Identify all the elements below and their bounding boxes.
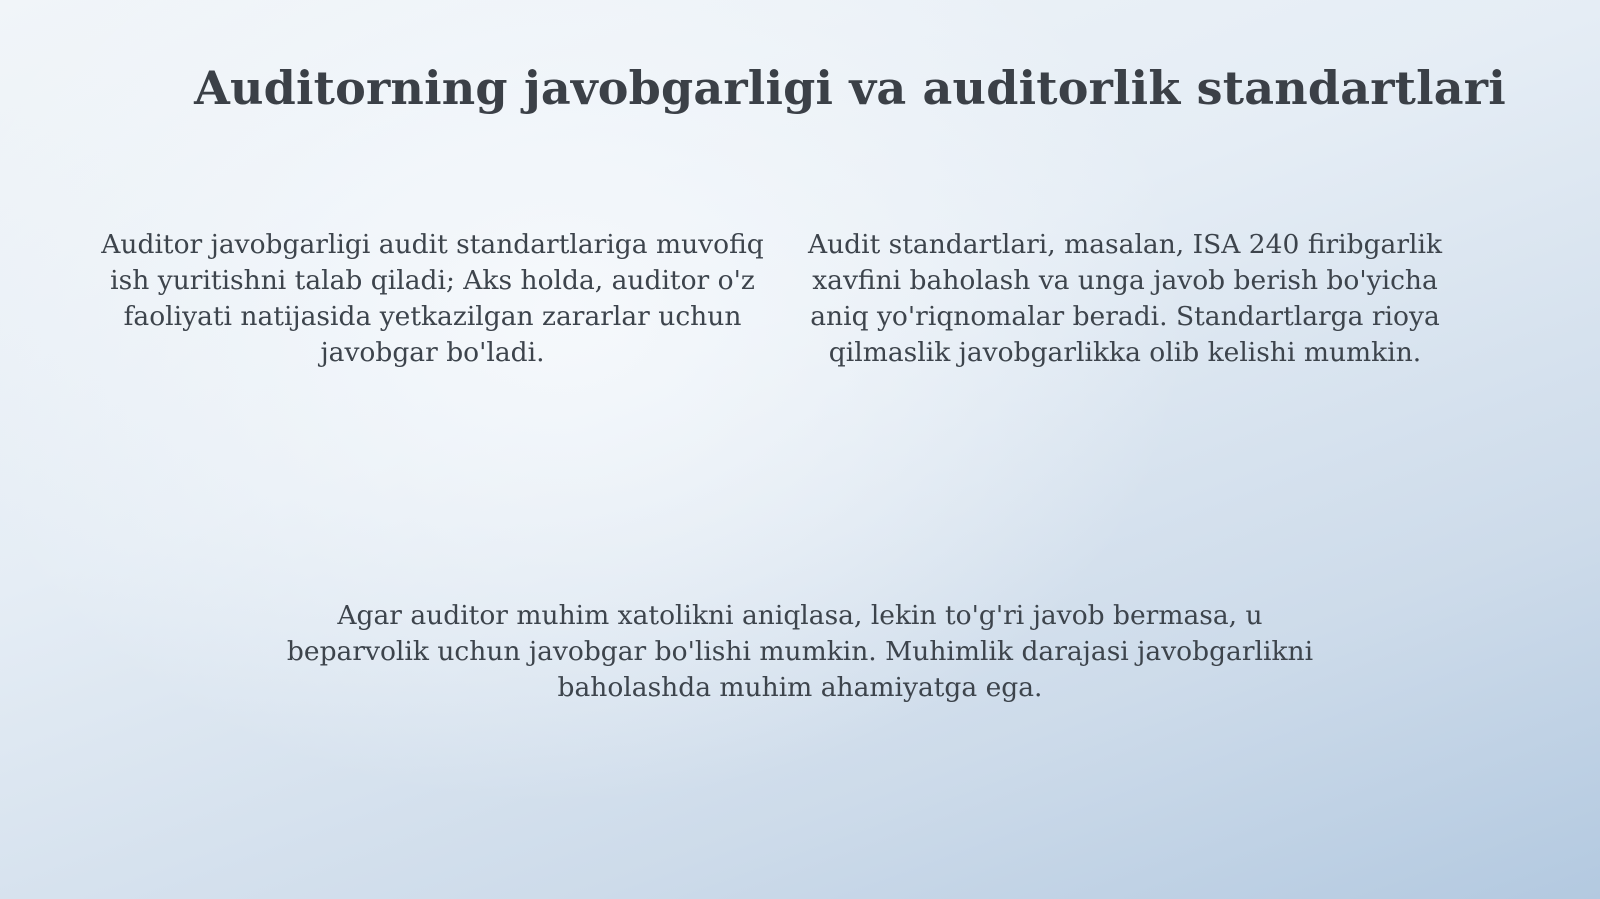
text-block-materiality: Agar auditor muhim xatolikni aniqlasa, lekin to'g'ri javob bermasa, u beparvolik uchun javobgar bo'lishi mumkin. Muhimlik darajasi javobgarlikni baholashda muhim ahamiyatga ega. [286,600,1314,703]
text-block-auditor-responsibility: Auditor javobgarligi audit standartlariga muvofiq ish yuritishni talab qiladi; Aks holda, auditor o'z faoliyati natijasida yetkazilgan zararlar uchun javobgar bo'ladi. [101,229,764,368]
slide-title: Auditorning javobgarligi va auditorlik standartlari [194,61,1506,115]
text-block-audit-standards: Audit standartlari, masalan, ISA 240 firibgarlik xavfini baholash va unga javob berish bo'yicha aniq yo'riqnomalar beradi. Standartlarga rioya qilmaslik javobgarlikka olib kelishi mumkin. [807,229,1443,368]
